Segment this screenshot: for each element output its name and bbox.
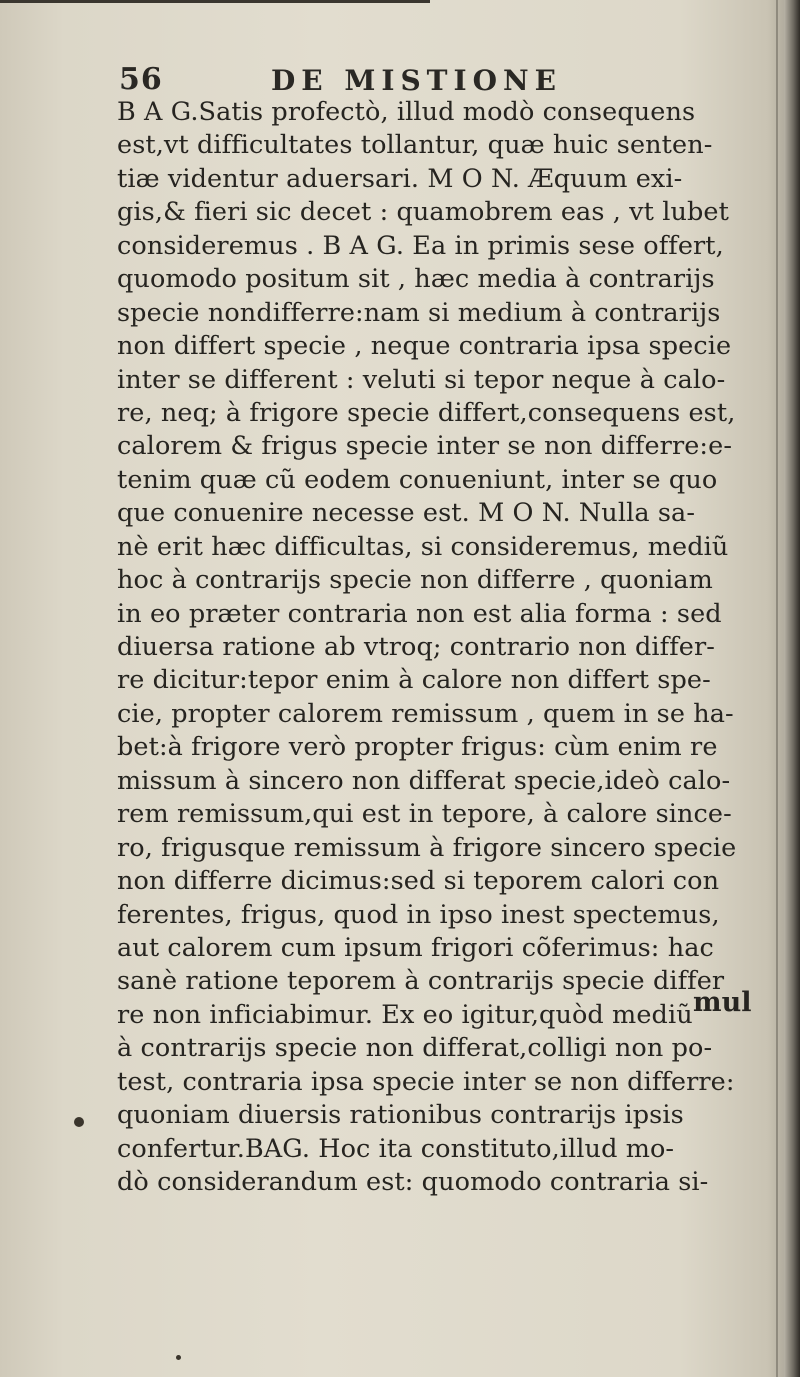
text-line: à contrarijs specie non differat,colligi non po-: [117, 1033, 713, 1064]
text-line: quomodo positum sit , hæc media à contrarijs: [117, 264, 715, 295]
text-line: non differre dicimus:sed si teporem calori con: [117, 866, 720, 897]
text-line: cie, propter calorem remissum , quem in se ha-: [117, 698, 734, 729]
text-line: tenim quæ cũ eodem conueniunt, inter se quo: [117, 464, 718, 495]
text-line: que conuenire necesse est. M O N. Nulla sa-: [117, 498, 696, 529]
ink-spot: [74, 1117, 84, 1127]
text-line: in eo præter contraria non est alia forma : sed: [117, 598, 722, 629]
catchword: mul: [693, 987, 752, 1018]
page-edge-shadow: [784, 0, 800, 1377]
text-line: quoniam diuersis rationibus contrarijs ipsis: [117, 1100, 684, 1131]
ink-spot: [176, 1355, 181, 1360]
text-line: non differt specie , neque contraria ipsa specie: [117, 331, 732, 362]
text-line: est,vt difficultates tollantur, quæ huic senten-: [117, 130, 713, 161]
gutter-line: [776, 0, 778, 1377]
text-line: aut calorem cum ipsum frigori cõferimus: hac: [117, 932, 714, 963]
text-line: rem remissum,qui est in tepore, à calore since-: [117, 799, 732, 830]
text-line: re dicitur:tepor enim à calore non differt spe-: [117, 665, 711, 696]
text-line: inter se different : veluti si tepor neque à calo-: [117, 364, 726, 395]
text-line: B A G.Satis profectò, illud modò consequens: [117, 97, 696, 127]
body-text: [117, 96, 767, 1199]
text-line: tiæ videntur aduersari. M O N. Æquum exi-: [117, 163, 683, 194]
text-line: re non inficiabimur. Ex eo igitur,quòd mediũ: [117, 999, 693, 1030]
page-number: 56: [119, 62, 163, 97]
text-line: confertur.BAG. Hoc ita constituto,illud mo-: [117, 1133, 675, 1164]
text-line: missum à sincero non differat specie,ideò calo-: [117, 765, 731, 796]
text-line: re, neq; à frigore specie differt,consequens est,: [117, 397, 736, 428]
text-line: diuersa ratione ab vtroq; contrario non differ-: [117, 632, 715, 662]
top-rule: [0, 0, 430, 3]
text-line: gis,& fieri sic decet : quamobrem eas , vt lubet: [117, 197, 729, 228]
text-line: sanè ratione teporem à contrarijs specie differ: [117, 966, 725, 997]
text-line: hoc à contrarijs specie non differre , quoniam: [117, 565, 713, 596]
text-line: consideremus . B A G. Ea in primis sese offert,: [117, 230, 724, 261]
text-line: ro, frigusque remissum à frigore sincero specie: [117, 832, 737, 863]
text-line: specie nondifferre:nam si medium à contrarijs: [117, 297, 721, 328]
running-head: DE MISTIONE: [271, 64, 562, 97]
text-line: ferentes, frigus, quod in ipso inest spectemus,: [117, 899, 720, 930]
text-line: nè erit hæc difficultas, si consideremus, mediũ: [117, 531, 729, 562]
text-line: dò considerandum est: quomodo contraria si-: [117, 1167, 709, 1197]
text-line: test, contraria ipsa specie inter se non differre:: [117, 1066, 735, 1097]
text-line: bet:à frigore verò propter frigus: cùm enim re: [117, 732, 718, 763]
text-line: calorem & frigus specie inter se non differre:e-: [117, 431, 733, 462]
